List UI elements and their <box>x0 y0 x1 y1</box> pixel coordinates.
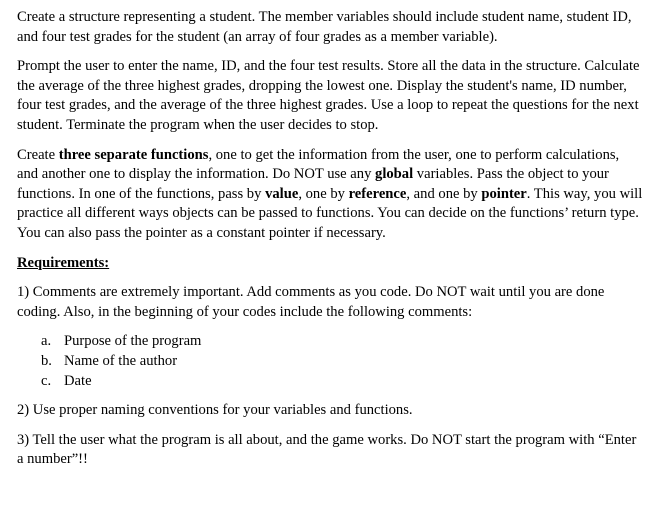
functions-bold-three-separate: three separate functions <box>58 146 209 163</box>
requirement-2-naming: 2) Use proper naming conventions for your variables and functions. <box>17 402 413 419</box>
list-item-letter: b. <box>41 352 52 369</box>
functions-bold-value: value <box>265 185 299 202</box>
functions-text-6: . This way, you will practice all different ways objects can be passed to functions. You can decide on the functions’ return type. You can also pass the pointer as a constant pointer if necessary. <box>17 185 643 241</box>
list-item-text: Date <box>64 372 92 389</box>
requirements-heading: Requirements: <box>17 254 110 271</box>
functions-text-4: , one by <box>298 185 349 202</box>
document-body <box>17 8 643 480</box>
functions-text-3: variables. Pass the object to your functions. In one of the functions, pass by <box>17 166 609 202</box>
list-item-text: Purpose of the program <box>64 333 202 350</box>
list-item <box>41 372 643 392</box>
functions-text-1: Create <box>17 146 59 163</box>
paragraph-prompt: Prompt the user to enter the name, ID, and the four test results. Store all the data in the structure. Calculate the average of the three highest grades, dropping the lowest one. Display the student's name, ID number, four test grades, and the average of the three highest grades. Use a loop to repeat the questions for the next student. Terminate the program when the user decides to stop. <box>17 58 640 133</box>
paragraph-structure: Create a structure representing a student. The member variables should include student name, student ID, and four test grades for the student (an array of four grades as a member variable). <box>17 9 632 45</box>
list-item <box>41 332 643 352</box>
functions-text-2: , one to get the information from the user, one to perform calculations, and another one to display the information. Do NOT use any <box>17 146 620 183</box>
comment-items-list <box>17 332 643 391</box>
functions-text-5: , and one by <box>406 185 482 202</box>
list-item-letter: a. <box>41 333 52 350</box>
functions-bold-global: global <box>375 166 414 183</box>
functions-bold-reference: reference <box>348 185 407 202</box>
list-item-letter: c. <box>41 372 52 389</box>
list-item-text: Name of the author <box>64 352 178 369</box>
list-item <box>41 352 643 372</box>
requirement-1-comments: 1) Comments are extremely important. Add comments as you code. Do NOT wait until you are done coding. Also, in the beginning of your codes include the following comments: <box>17 284 605 320</box>
requirement-3-intro: 3) Tell the user what the program is all about, and the game works. Do NOT start the program with “Enter a number”!! <box>17 431 637 468</box>
paragraph-functions <box>17 146 643 244</box>
functions-bold-pointer: pointer <box>481 185 527 202</box>
